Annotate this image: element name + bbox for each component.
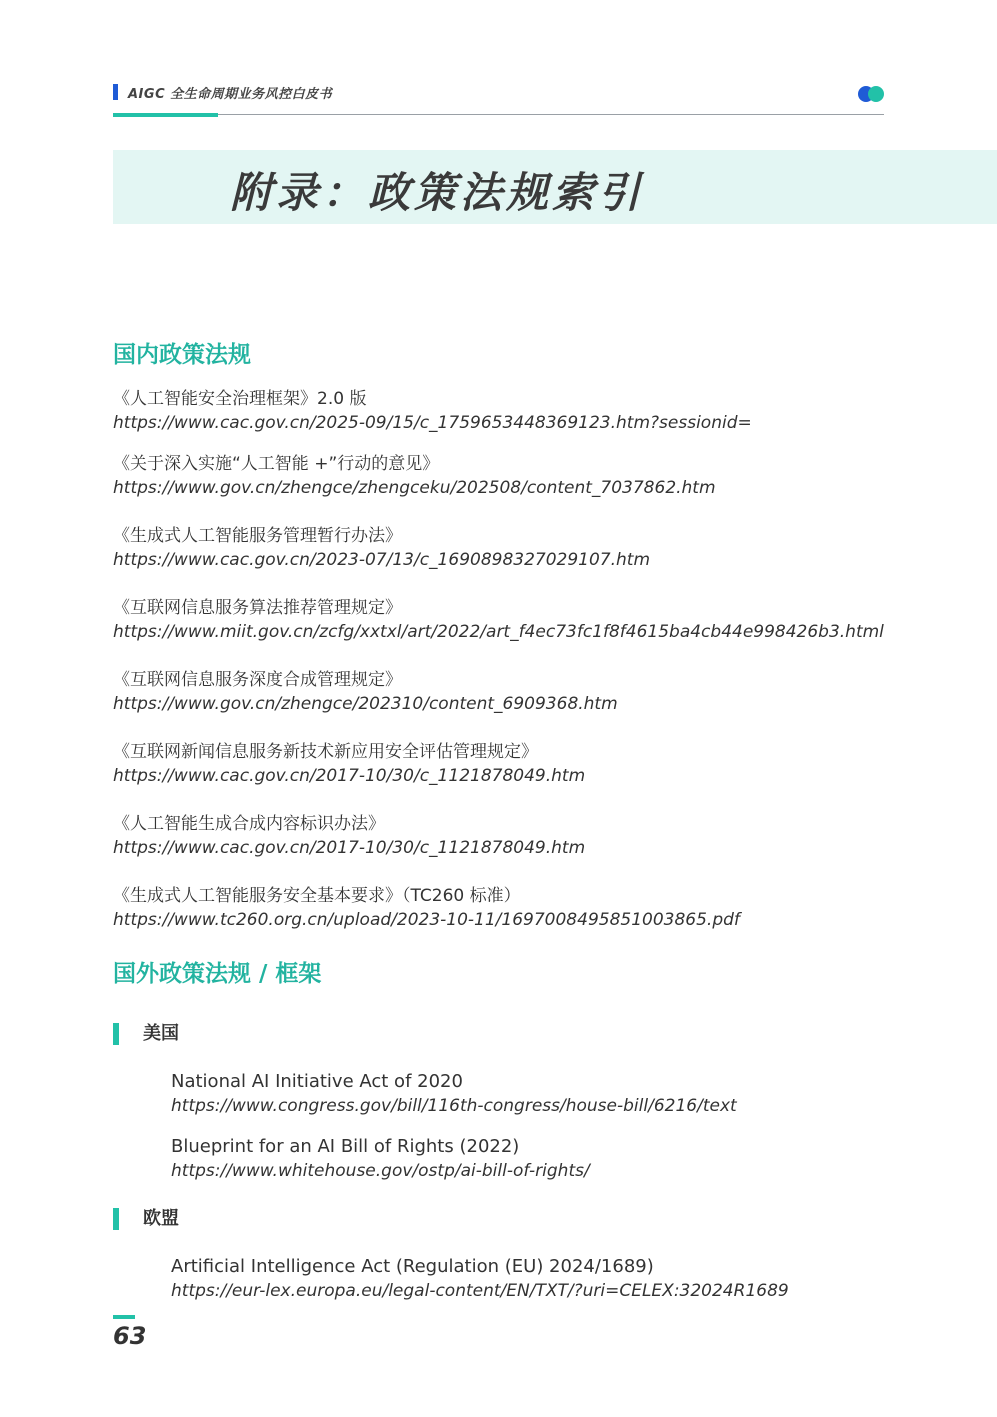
list-item — [171, 1070, 737, 1118]
policy-title: 《互联网新闻信息服务新技术新应用安全评估管理规定》 — [113, 742, 538, 762]
policy-title: National AI Initiative Act of 2020 — [171, 1071, 463, 1092]
policy-title: 《互联网信息服务算法推荐管理规定》 — [113, 598, 402, 618]
policy-title: 《生成式人工智能服务管理暂行办法》 — [113, 526, 402, 546]
policy-link[interactable]: https://www.congress.gov/bill/116th-congress/house-bill/6216/text — [171, 1096, 737, 1116]
list-item — [113, 452, 716, 500]
header-title: AIGC 全生命周期业务风控白皮书 — [128, 87, 333, 102]
page-number-accent — [113, 1315, 135, 1319]
list-item — [113, 668, 618, 716]
header-rule — [113, 114, 884, 115]
policy-link[interactable]: https://www.tc260.org.cn/upload/2023-10-11/1697008495851003865.pdf — [113, 910, 740, 930]
region-marker — [113, 1208, 119, 1230]
policy-title: 《生成式人工智能服务安全基本要求》（TC260 标准） — [113, 886, 521, 906]
policy-link[interactable]: https://www.cac.gov.cn/2023-07/13/c_1690898327029107.htm — [113, 550, 651, 570]
page-number: 63 — [113, 1322, 147, 1350]
policy-link[interactable]: https://www.cac.gov.cn/2017-10/30/c_1121878049.htm — [113, 766, 586, 786]
policy-title: Artificial Intelligence Act (Regulation (EU) 2024/1689) — [171, 1256, 654, 1277]
policy-title: 《人工智能安全治理框架》2.0 版 — [113, 389, 367, 409]
list-item — [113, 884, 740, 932]
policy-link[interactable]: https://www.cac.gov.cn/2025-09/15/c_1759653448369123.htm?sessionid= — [113, 413, 752, 433]
policy-link[interactable]: https://www.cac.gov.cn/2017-10/30/c_1121878049.htm — [113, 838, 586, 858]
list-item — [113, 524, 650, 572]
list-item — [113, 596, 884, 644]
list-item — [113, 740, 585, 788]
list-item — [171, 1135, 590, 1183]
policy-link[interactable]: https://www.gov.cn/zhengce/202310/content_6909368.htm — [113, 694, 618, 714]
teal-circle-icon — [868, 86, 884, 102]
policy-title: 《人工智能生成合成内容标识办法》 — [113, 814, 385, 834]
page-title: 附录：政策法规索引 — [230, 168, 645, 217]
list-item — [113, 812, 585, 860]
list-item — [113, 387, 752, 435]
region-label: 美国 — [143, 1023, 179, 1044]
policy-link[interactable]: https://www.miit.gov.cn/zcfg/xxtxl/art/2022/art_f4ec73fc1f8f4615ba4cb44e998426b3.html — [113, 622, 884, 642]
list-item — [171, 1255, 789, 1303]
policy-title: Blueprint for an AI Bill of Rights (2022) — [171, 1136, 520, 1157]
region-marker — [113, 1023, 119, 1045]
region-label: 欧盟 — [143, 1208, 179, 1229]
header-accent-bar — [113, 113, 218, 117]
policy-title: 《互联网信息服务深度合成管理规定》 — [113, 670, 402, 690]
header-marker — [113, 84, 118, 100]
section-heading-domestic: 国内政策法规 — [113, 342, 251, 368]
policy-link[interactable]: https://eur-lex.europa.eu/legal-content/EN/TXT/?uri=CELEX:32024R1689 — [171, 1281, 789, 1301]
policy-title: 《关于深入实施“人工智能 +”行动的意见》 — [113, 454, 440, 474]
section-heading-foreign: 国外政策法规 / 框架 — [113, 961, 322, 987]
policy-link[interactable]: https://www.whitehouse.gov/ostp/ai-bill-of-rights/ — [171, 1161, 590, 1181]
two-circles-logo-icon — [858, 86, 886, 103]
policy-link[interactable]: https://www.gov.cn/zhengce/zhengceku/202508/content_7037862.htm — [113, 478, 716, 498]
